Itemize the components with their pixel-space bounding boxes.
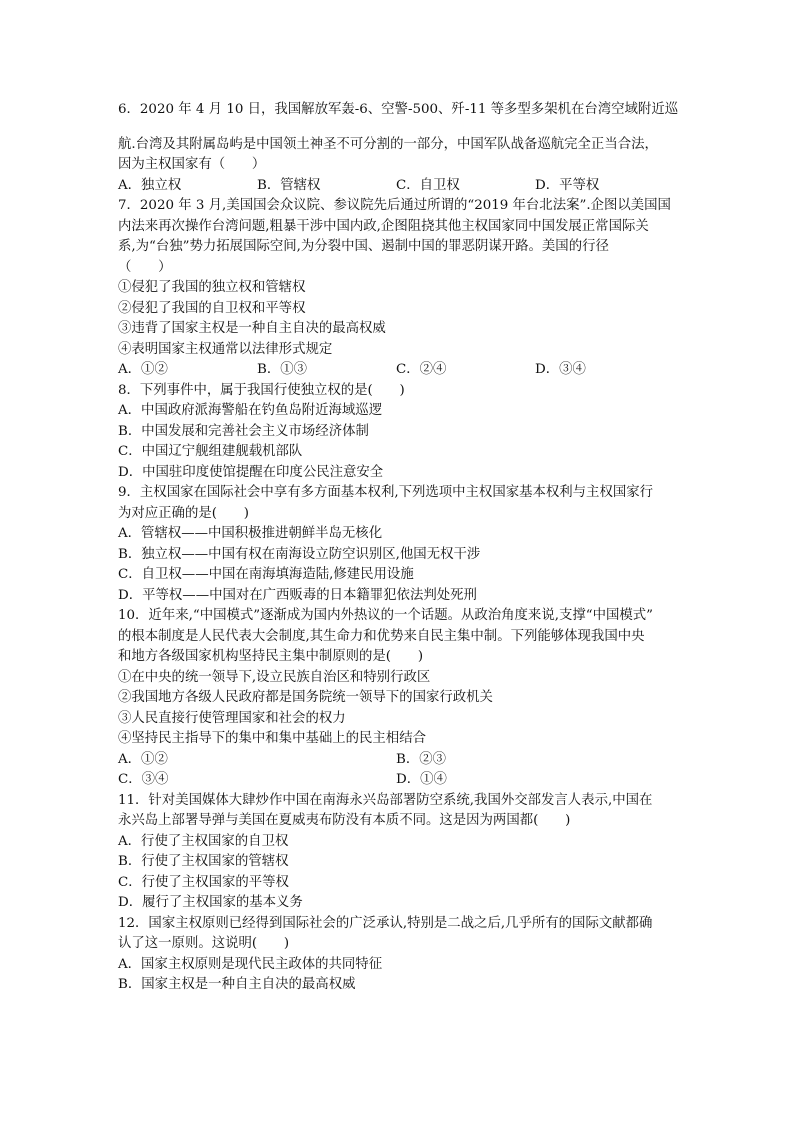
question-6	[118, 100, 678, 196]
question-7-options	[118, 360, 678, 381]
question-11-stem-line-1: 11．针对美国媒体大肆炒作中国在南海永兴岛部署防空系统,我国外交部发言人表示,中国在	[118, 792, 653, 808]
option-a: A．中国政府派海警船在钓鱼岛附近海域巡逻	[118, 403, 383, 418]
question-10-options-row-2	[118, 770, 678, 791]
option-b: B．中国发展和完善社会主义市场经济体制	[118, 423, 369, 439]
option-a: A．行使了主权国家的自卫权	[118, 833, 289, 849]
question-7-statement-1: ①侵犯了我国的独立权和管辖权	[118, 280, 306, 295]
question-11-stem-line-2: 永兴岛上部署导弹与美国在夏威夷布防没有本质不同。这是因为两国都( )	[118, 813, 571, 828]
question-8	[118, 381, 678, 484]
option-c: C．中国辽宁舰组建舰载机部队	[118, 444, 303, 459]
option-d: D．平等权	[535, 177, 600, 193]
question-9	[118, 483, 678, 606]
exam-page	[118, 100, 678, 996]
option-c: C．③④	[118, 772, 169, 787]
option-d: D．平等权——中国对在广西贩毒的日本籍罪犯依法判处死刑	[118, 587, 477, 603]
option-b: B．行使了主权国家的管辖权	[118, 854, 289, 869]
question-12-stem-line-2: 认了这一原则。这说明( )	[118, 936, 290, 951]
question-12-stem-line-1: 12．国家主权原则已经得到国际社会的广泛承认,特别是二战之后,几乎所有的国际文献都确	[118, 915, 653, 931]
option-b: B．国家主权是一种自主自决的最高权威	[118, 977, 356, 992]
question-7-stem-line-3: 系,为“台独”势力拓展国际空间,为分裂中国、遏制中国的罪恶阴谋开路。美国的行径	[118, 239, 609, 254]
option-a: A．独立权	[118, 177, 182, 193]
option-a: A．国家主权原则是现代民主政体的共同特征	[118, 956, 383, 972]
question-10-statement-3: ③人民直接行使管理国家和社会的权力	[118, 710, 346, 726]
question-11	[118, 791, 678, 914]
option-d: D．①④	[396, 772, 447, 787]
question-10-stem-line-3: 和地方各级国家机构坚持民主集中制原则的是( )	[118, 649, 424, 664]
question-6-stem-line-1: 6．2020 年 4 月 10 日，我国解放军轰-6、空警-500、歼-11 等多型多架机在台湾空域附近巡	[118, 102, 679, 117]
option-c: C．自卫权	[396, 177, 460, 193]
question-9-stem-line-2: 为对应正确的是( )	[118, 505, 249, 521]
option-b: B．②③	[396, 751, 447, 767]
question-7-statement-4: ④表明国家主权通常以法律形式规定	[118, 341, 333, 357]
question-10-statement-1: ①在中央的统一领导下,设立民族自治区和特别行政区	[118, 669, 431, 685]
option-a: A．①②	[118, 751, 168, 767]
question-7-stem-line-1: 7．2020 年 3 月,美国国会众议院、参议院先后通过所谓的“2019 年台北法案”.企图以美国国	[118, 198, 671, 213]
question-7-statement-3: ③违背了国家主权是一种自主自决的最高权威	[118, 321, 386, 336]
question-10-statement-4: ④坚持民主指导下的集中和集中基础上的民主相结合	[118, 731, 426, 746]
question-6-stem-line-2: 航.台湾及其附属岛屿是中国领土神圣不可分割的一部分，中国军队战备巡航完全正当合法，	[118, 136, 658, 152]
question-10-stem-line-1: 10．近年来,“中国模式”逐渐成为国内外热议的一个话题。从政治角度来说,支撑“中国模式”	[118, 608, 653, 623]
question-7-stem-line-2: 内法来再次操作台湾问题,粗暴干涉中国内政,企图阻挠其他主权国家同中国发展正常国际关	[118, 218, 649, 234]
option-d: D．履行了主权国家的基本义务	[118, 895, 303, 910]
question-10-options-row-1	[118, 750, 678, 771]
option-c: C．自卫权——中国在南海填海造陆,修建民用设施	[118, 567, 414, 582]
question-7-statement-2: ②侵犯了我国的自卫权和平等权	[118, 300, 306, 316]
question-9-stem-line-1: 9．主权国家在国际社会中享有多方面基本权利,下列选项中主权国家基本权利与主权国家行	[118, 485, 654, 500]
option-a: A．①②	[118, 362, 168, 377]
option-b: B．独立权——中国有权在南海设立防空识别区,他国无权干涉	[118, 546, 481, 562]
option-a: A．管辖权——中国积极推进朝鲜半岛无核化	[118, 526, 383, 541]
question-6-stem-line-3: 因为主权国家有（ ）	[118, 157, 266, 172]
question-10	[118, 606, 678, 791]
question-7-answer-blank: （ ）	[118, 259, 172, 275]
question-12	[118, 914, 678, 996]
option-d: D．中国驻印度使馆提醒在印度公民注意安全	[118, 464, 384, 480]
question-10-statement-2: ②我国地方各级人民政府都是国务院统一领导下的国家行政机关	[118, 690, 493, 705]
question-6-options	[118, 176, 678, 197]
question-10-stem-line-2: 的根本制度是人民代表大会制度,其生命力和优势来自民主集中制。下列能够体现我国中央	[118, 628, 645, 644]
option-c: C．②④	[396, 362, 447, 377]
option-b: B．管辖权	[257, 177, 321, 193]
question-7	[118, 196, 678, 381]
option-c: C．行使了主权国家的平等权	[118, 874, 289, 890]
option-d: D．③④	[535, 362, 586, 377]
question-8-stem: 8．下列事件中，属于我国行使独立权的是( )	[118, 382, 405, 398]
option-b: B．①③	[257, 362, 308, 377]
